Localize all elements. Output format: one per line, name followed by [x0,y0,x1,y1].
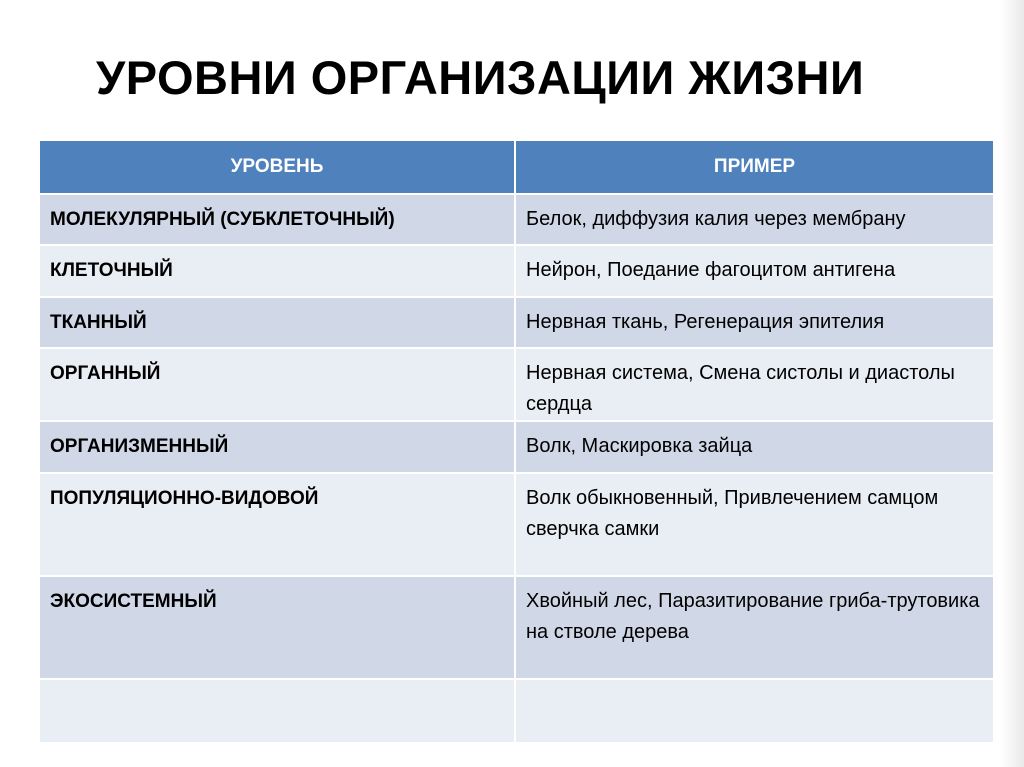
example-cell: Волк, Маскировка зайца [515,421,994,473]
header-level: УРОВЕНЬ [39,140,515,194]
level-cell: ЭКОСИСТЕМНЫЙ [39,576,515,679]
level-cell: ОРГАННЫЙ [39,348,515,421]
example-cell: Нейрон, Поедание фагоцитом антигена [515,245,994,297]
example-cell: Белок, диффузия калия через мембрану [515,194,994,245]
level-cell: МОЛЕКУЛЯРНЫЙ (СУБКЛЕТОЧНЫЙ) [39,194,515,245]
table-row [39,194,994,245]
table-row [39,348,994,421]
example-cell [515,679,994,743]
example-cell: Хвойный лес, Паразитирование гриба-трутовика на стволе дерева [515,576,994,679]
table-header-row [39,140,994,194]
table-row [39,245,994,297]
level-cell: ПОПУЛЯЦИОННО-ВИДОВОЙ [39,473,515,576]
example-cell: Нервная ткань, Регенерация эпителия [515,297,994,348]
level-cell [39,679,515,743]
table-row [39,576,994,679]
level-cell: ТКАННЫЙ [39,297,515,348]
table-row [39,297,994,348]
level-cell: ОРГАНИЗМЕННЫЙ [39,421,515,473]
table-row [39,679,994,743]
slide-edge-shadow [1000,0,1024,767]
levels-table [38,139,995,744]
table-row [39,421,994,473]
header-example: ПРИМЕР [515,140,994,194]
table-row [39,473,994,576]
example-cell: Волк обыкновенный, Привлечением самцом сверчка самки [515,473,994,576]
level-cell: КЛЕТОЧНЫЙ [39,245,515,297]
example-cell: Нервная система, Смена систолы и диастолы сердца [515,348,994,421]
slide-title: УРОВНИ ОРГАНИЗАЦИИ ЖИЗНИ [96,51,865,104]
